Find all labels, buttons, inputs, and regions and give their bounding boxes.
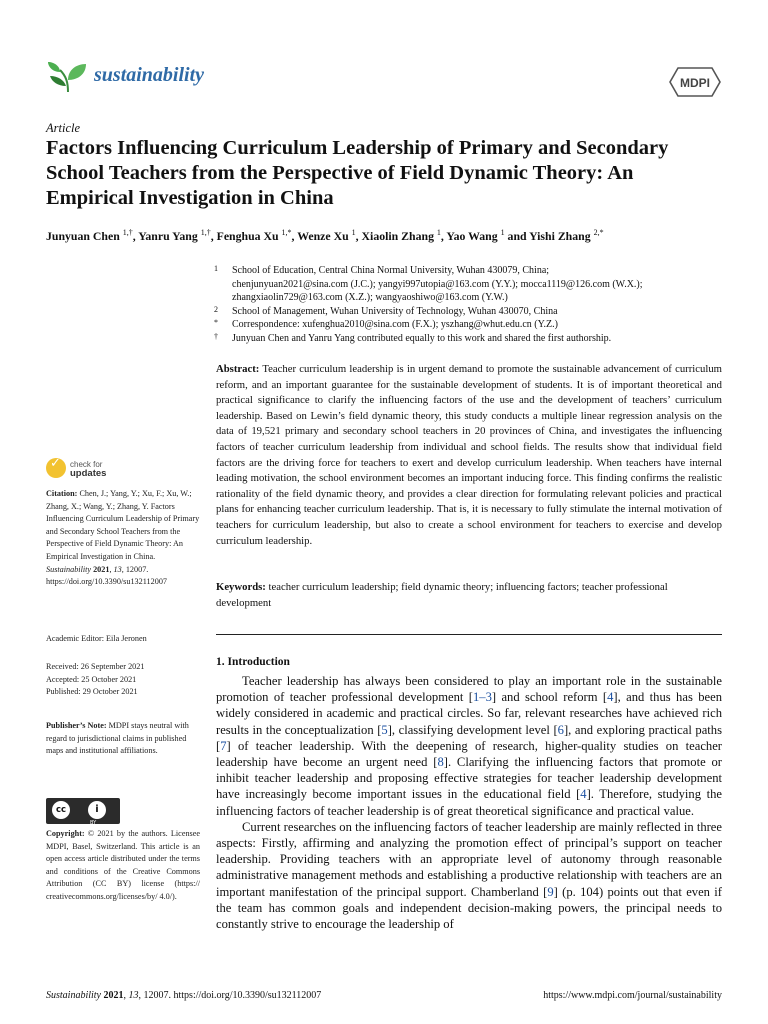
keywords [216,580,722,611]
author-name: Yanru Yang [138,228,198,243]
affiliation-line[interactable]: zhangxiaolin729@163.com (X.Z.); wangyaoshiwo@163.com (Y.W.) [232,292,508,303]
author-affil-marks: 1 [351,228,356,237]
citation-volume: 13 [113,564,122,574]
article-title: Factors Influencing Curriculum Leadership of Primary and Secondary School Teachers from the Perspective of Field Dynamic Theory: An Empirical Investigation in China [46,137,669,209]
check-updates-line1: check for [70,460,103,469]
citation: Citation: Chen, J.; Yang, Y.; Xu, F.; Xu, W.; Zhang, X.; Wang, Y.; Zhang, Y. Factors Influencing Curriculum Leadership of Primary and Secondary School Teachers from the Perspective of Field Dynamic Theory: An Empirical Investigation in China. Sustainability 2021, 13, 12007. https://doi.org/10.3390/su132112007 [46,489,200,587]
sustainability-leaf-icon [46,60,90,94]
author[interactable]: Xiaolin Zhang $^1$, [361,228,447,243]
author-affil-marks: 1,† [122,228,133,237]
check-for-updates-badge[interactable] [46,456,126,482]
affiliation-line: School of Management, Wuhan University of Technology, Wuhan 430070, China [232,305,558,317]
published-date: Published: 29 October 2021 [46,687,138,697]
copyright [46,828,200,904]
reference-link[interactable]: 9 [547,884,554,899]
reference-link[interactable]: 1–3 [473,690,492,705]
cc-by-license-badge[interactable] [46,798,120,824]
correspondence [214,318,734,332]
keywords-text: teacher curriculum leadership; field dynamic theory; influencing factors; teacher professional development [216,581,668,609]
section-divider [216,634,722,635]
affiliation-mark: 1 [214,264,218,273]
journal-header [46,60,722,100]
author[interactable]: Yanru Yang $^{1,\dagger}$, [138,228,217,243]
author-name: Wenze Xu [297,228,349,243]
mdpi-logo-icon[interactable] [668,66,722,98]
author-name: Fenghua Xu [216,228,279,243]
author-list [46,228,746,244]
author-affil-marks: 1,† [200,228,211,237]
affiliation-line[interactable]: Correspondence: xufenghua2010@sina.com (F.X.); yszhang@whut.edu.cn (Y.Z.) [232,319,558,330]
abstract-text: Teacher curriculum leadership is in urgent demand to promote the sustainable advancement of curriculum reform, and an important guarantee for the sustainable development of students. It is of important theoretical and practical significance to clarify the influencing factors of the use and the development of teachers’ curriculum leadership. Based on Lewin’s field dynamic theory, this study conducts a multiple linear regression analysis on the data of 19,521 primary and secondary school teachers in 20 provinces of China, and investigates the influencing factors of teacher curriculum leadership from individual and school fields. The results show that individual field factors are the driving force for teachers to exert and develop curriculum leadership. When teachers have internal leading motivation, the school environment becomes an important inducing force. This finding confirms the realistic rationality of the field dynamic theory, and provides a clear direction for formulating relevant policies and practical plans for enhancing teacher curriculum leadership. That is, it is necessary to fully stimulate the internal motivation of teachers for curriculum leadership, but also to create a school environment for teachers to exercise and develop curriculum leadership. [216,363,722,547]
section-heading: 1. Introduction [216,656,290,668]
accepted-date: Accepted: 25 October 2021 [46,674,137,684]
checkmark-icon: ✓ [50,456,61,471]
reference-link[interactable]: 4 [607,690,614,705]
citation-year: 2021 [91,564,110,574]
affiliations [214,264,734,345]
abstract [216,362,722,549]
author-name: Xiaolin Zhang [361,228,434,243]
author-name: Yishi Zhang [529,228,591,243]
affiliation-mark: 2 [214,304,218,314]
citation-journal: Sustainability [46,564,92,574]
author[interactable] [529,229,603,243]
reference-link[interactable]: 6 [557,722,564,737]
citation-doi[interactable]: , 12007. https://doi.org/10.3390/su132112007 [46,564,168,587]
citation-label: Citation: [46,489,78,498]
reference-link[interactable]: 4 [580,787,587,802]
copyright-label: Copyright: [46,829,85,838]
academic-editor: Academic Editor: Eila Jeronen [46,634,147,643]
reference-link[interactable]: 8 [437,755,444,770]
author-name: Yao Wang [446,228,498,243]
paragraph: Current researches on the influencing factors of teacher leadership are mainly reflected in three aspects: Firstly, affirming and analyzing the promotion effect of principal’s support on teacher leadership. Providing teachers with an appropriate level of autonomy through reasonable administrative management methods and establishing a productive relationship with teachers are an important manifestation of the principal support. Chamberland [9] (p. 104) points out that even if the team has common goals and independent decision-making powers, the principal needs to constantly strive to encourage the leadership of [216,819,722,932]
publisher-note-text: MDPI stays neutral with regard to jurisdictional claims in published maps and institutional affiliations. [46,721,189,756]
affiliation-line: Junyuan Chen and Yanru Yang contributed equally to this work and shared the first authorship. [232,332,612,344]
paragraph: Teacher leadership has always been considered to play an important role in the sustainable promotion of teacher professional development [1–3] and school reform [4], and thus has been widely considered in academic and practical circles. So far, relevant researches have achieved rich results in the conceptualization [5], classifying development level [6], and exploring practical paths [7] of teacher leadership. With the deepening of research, higher-quality studies on teacher leadership have become an urgent need [8]. Clarifying the influencing factors that promote or inhibit teacher leadership and proposing effective strategies for teacher leadership development have increasingly become important issues in the educational field [4]. Therefore, studying the influencing factors of teacher leadership is of great theoretical significance and practical value. [216,674,722,818]
body-text [216,673,722,932]
affiliation [214,305,734,319]
by-label: BY [90,820,97,826]
received-date: Received: 26 September 2021 [46,662,145,671]
affiliation-mark: * [214,318,218,327]
publisher-note-label: Publisher’s Note: [46,721,107,730]
journal-name[interactable]: sustainability [94,64,205,86]
creative-commons-icon: cc [52,801,70,819]
affiliation-mark: † [214,331,218,341]
reference-link[interactable]: 5 [381,722,388,737]
affiliation-line[interactable]: chenjunyuan2021@sina.com (J.C.); yangyi997utopia@163.com (Y.Y.); mocca1119@126.com (W.X.); [232,278,643,290]
mdpi-logo-text: MDPI [680,76,710,90]
check-updates-line2: updates [70,468,107,479]
copyright-text: © 2021 by the authors. Licensee MDPI, Basel, Switzerland. This article is an open access article distributed under the terms and conditions of the Creative Commons Attribution (CC BY) license (https:// creativecommons.org/licenses/by/ 4.0/). [46,829,200,901]
author[interactable]: Junyuan Chen $^{1,\dagger}$, [46,228,139,243]
abstract-label: Abstract: [216,363,260,375]
affiliation [214,264,734,305]
author-affil-marks: 1 [500,228,505,237]
footer-journal-url[interactable]: https://www.mdpi.com/journal/sustainability [543,990,722,1001]
author-affil-marks: 2,* [593,228,604,237]
keywords-label: Keywords: [216,581,266,593]
author[interactable]: Wenze Xu $^1$, [297,228,362,243]
attribution-icon: i [88,801,106,819]
author-name: Junyuan Chen [46,228,120,243]
author-affil-marks: 1 [436,228,441,237]
equal-contribution-note [214,332,734,346]
reference-link[interactable]: 7 [220,738,227,753]
citation-text: Chen, J.; Yang, Y.; Xu, F.; Xu, W.; Zhang, X.; Wang, Y.; Zhang, Y. Factors Influencing Curriculum Leadership of Primary and Secondary School Teachers from the Perspective of Field Dynamic Theory: An Empirical Investigation in China. [46,489,200,561]
author-affil-marks: 1,* [281,228,292,237]
publisher-note [46,720,200,758]
author[interactable]: Fenghua Xu $^{1,*}$, [216,228,298,243]
footer-citation: Sustainability 2021, 13, 12007. https://doi.org/10.3390/su132112007 [46,990,322,1001]
affiliation-line: School of Education, Central China Normal University, Wuhan 430079, China; [232,265,550,276]
article-type: Article [46,121,81,135]
author[interactable]: Yao Wang $^1$ and [446,228,530,243]
dates [46,661,200,699]
